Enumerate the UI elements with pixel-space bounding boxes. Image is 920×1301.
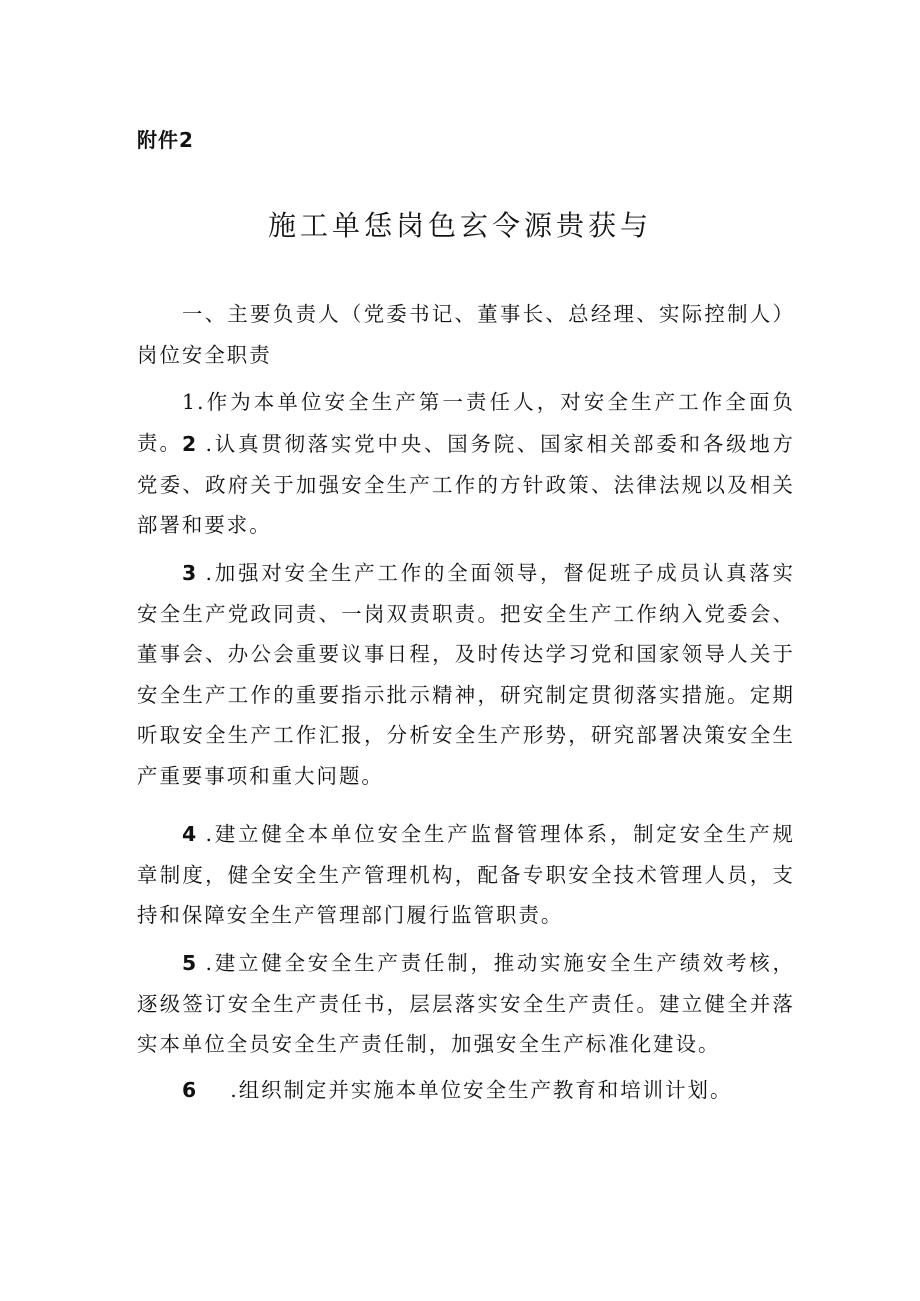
item-text: .组织制定并实施本单位安全生产教育和培训计划。: [230, 1078, 733, 1102]
list-item: [137, 943, 795, 1065]
item-number: 6: [182, 1078, 197, 1102]
item-number: 5: [182, 951, 197, 975]
item-text: .建立健全本单位安全生产监督管理体系，制定安全生产规章制度，健全安全生产管理机构，配备专职安全技术管理人员，支持和保障安全生产管理部门履行监管职责。: [137, 822, 795, 928]
attachment-label: 附件2: [137, 128, 194, 152]
document-title: 施工单恁岗色玄令源贵获与: [267, 209, 652, 242]
item-number: 2: [182, 432, 197, 456]
list-item: [137, 424, 795, 546]
item-text: 作为本单位安全生产第一责任人，对安全生产工作全面负责。: [137, 390, 795, 455]
list-item: [137, 1070, 795, 1111]
item-number: 4: [182, 822, 197, 846]
section-heading: 一、主要负责人（党委书记、董事长、总经理、实际控制人）岗位安全职责: [137, 302, 795, 367]
list-item: [137, 553, 795, 797]
item-number: 3: [182, 561, 197, 585]
item-text: .建立健全安全生产责任制，推动实施安全生产绩效考核，逐级签订安全生产责任书，层层落实安全生产责任。建立健全并落实本单位全员安全生产责任制，加强安全生产标准化建设。: [137, 951, 795, 1057]
item-number: 1.: [182, 390, 206, 414]
item-text: .加强对安全生产工作的全面领导，督促班子成员认真落实安全生产党政同责、一岗双责职责。把安全生产工作纳入党委会、董事会、办公会重要议事日程，及时传达学习党和国家领导人关于安全生产工作的重要指示批示精神，研究制定贯彻落实措施。定期听取安全生产工作汇报，分析安全生产形势，研究部署决策安全生产重要事项和重大问题。: [137, 561, 795, 788]
item-text: .认真贯彻落实党中央、国务院、国家相关部委和各级地方党委、政府关于加强安全生产工作的方针政策、法律法规以及相关部署和要求。: [137, 432, 795, 538]
list-item: [137, 814, 795, 936]
